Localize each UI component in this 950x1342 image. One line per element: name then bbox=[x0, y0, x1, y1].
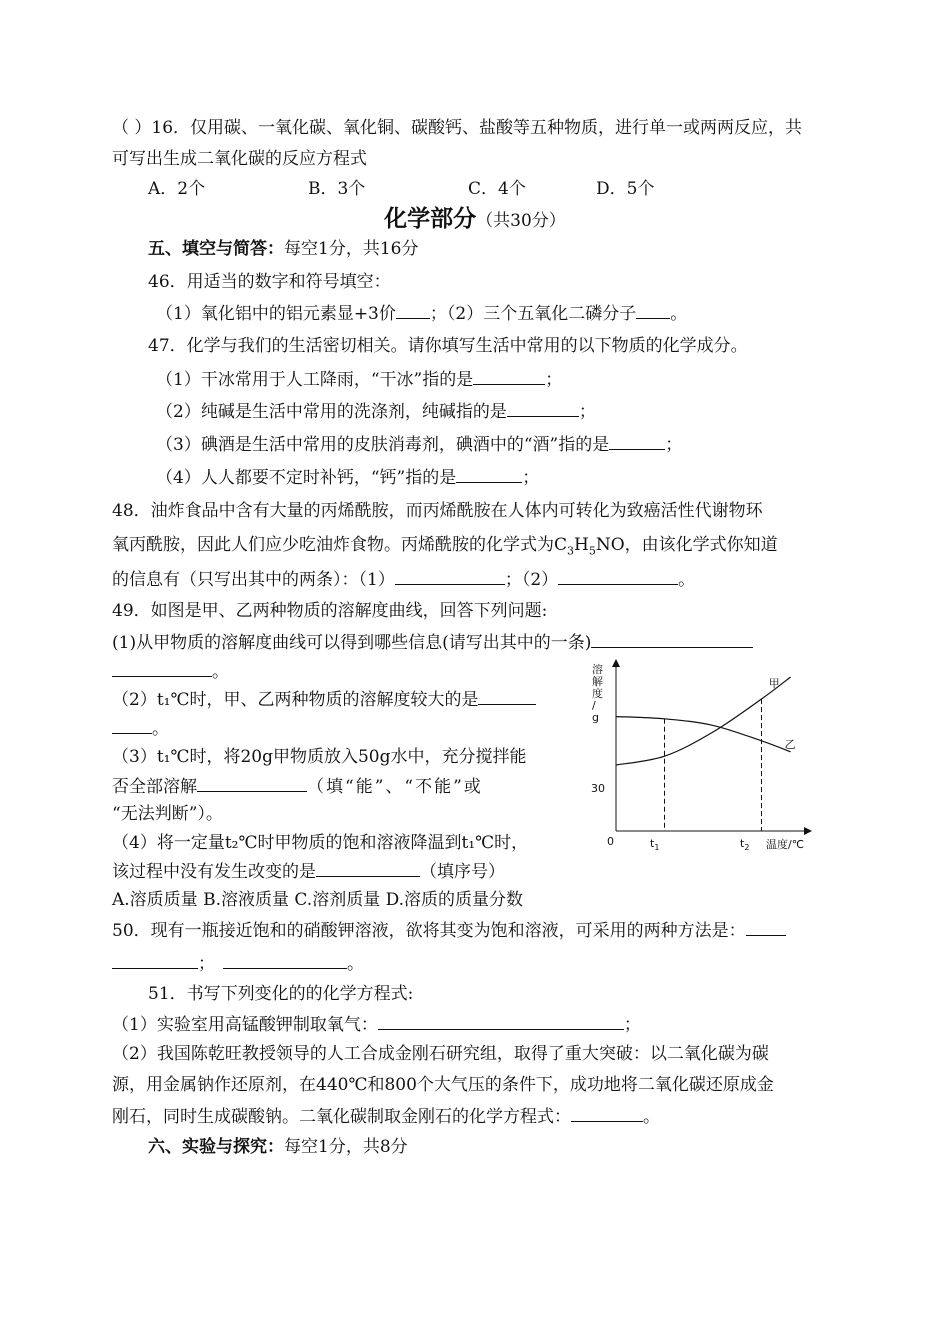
q16-options bbox=[148, 178, 654, 200]
q47-part1 bbox=[156, 368, 562, 391]
q48-formula-sub3: 3 bbox=[567, 544, 575, 558]
q16-option-d: D．5个 bbox=[596, 179, 655, 199]
q48-line3-text: 的信息有（只写出其中的两条）：（1） bbox=[112, 570, 395, 590]
q49-blank2b[interactable] bbox=[112, 717, 152, 734]
q48-blank1[interactable] bbox=[395, 568, 505, 585]
section5-header bbox=[148, 238, 418, 260]
q48-line1: 48．油炸食品中含有大量的丙烯酰胺，而丙烯酰胺在人体内可转化为致癌活性代谢物环 bbox=[112, 501, 763, 521]
q49-part1 bbox=[112, 631, 753, 654]
q47-part4-text: （4）人人都要不定时补钙，“钙”指的是 bbox=[156, 468, 457, 488]
q47-part4 bbox=[156, 466, 539, 489]
q51-part1-text: （1）实验室用高锰酸钾制取氧气： bbox=[112, 1015, 378, 1035]
q46-stem: 46．用适当的数字和符号填空： bbox=[148, 272, 391, 292]
q16-option-c: C．4个 bbox=[468, 179, 526, 199]
q46-part2: ；（2）三个五氧化二磷分子 bbox=[429, 304, 637, 324]
chart-ylabel-char: 度 bbox=[592, 687, 603, 700]
q47-part2 bbox=[156, 400, 596, 423]
q49-blank3[interactable] bbox=[197, 775, 307, 792]
q49-part1-cont bbox=[112, 660, 229, 683]
q46-period: 。 bbox=[670, 304, 688, 324]
chart-ylabel-char: g bbox=[592, 711, 599, 724]
section5-desc: 每空1分，共16分 bbox=[284, 239, 419, 259]
q51-part2-text: 刚石，同时生成碳酸钠。二氧化碳制取金刚石的化学方程式： bbox=[112, 1107, 571, 1127]
q49-stem: 49．如图是甲、乙两种物质的溶解度曲线，回答下列问题: bbox=[112, 601, 548, 621]
section6-header bbox=[148, 1136, 408, 1158]
q49-period1: 。 bbox=[212, 662, 229, 682]
section6-label: 六、实验与探究： bbox=[148, 1137, 284, 1157]
chart-series-label-jia: 甲 bbox=[768, 677, 780, 690]
q51-part2-line1: （2）我国陈乾旺教授领导的人工合成金刚石研究组，取得了重大突破：以二氧化碳为碳 bbox=[112, 1044, 769, 1064]
q48-line3-end: 。 bbox=[678, 570, 696, 590]
chart-ylabel-char: 解 bbox=[592, 675, 603, 688]
q49-part2-text: （2）t₁℃时，甲、乙两种物质的溶解度较大的是 bbox=[112, 690, 479, 710]
q48-line3 bbox=[112, 568, 695, 591]
chart-ylabel-char: / bbox=[592, 699, 596, 712]
chart-series-label-yi: 乙 bbox=[784, 737, 796, 751]
chart-x-arrow bbox=[804, 827, 812, 835]
q48-blank2[interactable] bbox=[558, 568, 678, 585]
q49-blank1b[interactable] bbox=[112, 660, 212, 677]
q47-semi2: ； bbox=[578, 402, 596, 422]
q50-blank1b[interactable] bbox=[112, 952, 198, 969]
chart-x-tick-t1: $t_1$ bbox=[650, 837, 660, 852]
q49-part4a: （4）将一定量t₂℃时甲物质的饱和溶液降温到t₁℃时， bbox=[112, 833, 529, 853]
q48-formula-sub5: 5 bbox=[588, 544, 596, 558]
q47-stem: 47．化学与我们的生活密切相关。请你填写生活中常用的以下物质的化学成分。 bbox=[148, 336, 748, 356]
q51-part2-line3 bbox=[112, 1105, 660, 1128]
q51-stem: 51．书写下列变化的的化学方程式: bbox=[148, 984, 414, 1004]
chart-y-tick-30: 30 bbox=[591, 782, 605, 795]
q47-blank4[interactable] bbox=[456, 466, 522, 483]
q48-line2-text: 氧丙酰胺，因此人们应少吃油炸食物。丙烯酰胺的化学式为C bbox=[112, 535, 568, 555]
q46-blank2[interactable] bbox=[636, 302, 670, 319]
chart-origin: 0 bbox=[607, 835, 614, 848]
q50-line1-text: 50．现有一瓶接近饱和的硝酸钾溶液，欲将其变为饱和溶液，可采用的两种方法是： bbox=[112, 921, 746, 941]
q47-blank3[interactable] bbox=[609, 433, 665, 450]
q48-line3-mid: ；（2） bbox=[504, 570, 559, 590]
q49-part1-text: (1)从甲物质的溶解度曲线可以得到哪些信息(请写出其中的一条) bbox=[112, 633, 592, 653]
q49-part4c-text: （填序号） bbox=[420, 862, 505, 882]
q51-blank2[interactable] bbox=[571, 1105, 643, 1122]
q49-period2: 。 bbox=[152, 719, 169, 739]
q51-part1-end: ； bbox=[623, 1015, 641, 1035]
chem-title-sub: （共30分） bbox=[476, 211, 566, 231]
q48-line2 bbox=[112, 534, 778, 562]
q51-blank1[interactable] bbox=[378, 1013, 624, 1030]
q48-line2-end: ，由该化学式你知道 bbox=[624, 535, 778, 555]
q49-part2 bbox=[112, 688, 536, 711]
q46-blank1[interactable] bbox=[396, 302, 430, 319]
chart-series-layer bbox=[616, 677, 796, 831]
q47-part2-text: （2）纯碱是生活中常用的洗涤剂，纯碱指的是 bbox=[156, 402, 507, 422]
q48-formula-h: H bbox=[574, 535, 589, 555]
q47-blank2[interactable] bbox=[507, 400, 579, 417]
q49-part3b bbox=[112, 775, 483, 798]
q49-blank2a[interactable] bbox=[478, 688, 536, 705]
q49-blank1a[interactable] bbox=[591, 631, 753, 648]
q49-part3b-text: 否全部溶解 bbox=[112, 777, 197, 797]
chart-series-yi-line bbox=[616, 717, 791, 752]
q49-options: A.溶质质量 B.溶液质量 C.溶剂质量 D.溶质的质量分数 bbox=[112, 890, 524, 910]
q47-part3 bbox=[156, 433, 682, 456]
q49-part3a: （3）t₁℃时，将20g甲物质放入50g水中，充分搅拌能 bbox=[112, 747, 527, 767]
chem-section-title bbox=[0, 200, 950, 233]
q46-parts bbox=[156, 302, 687, 325]
q51-part1 bbox=[112, 1013, 641, 1036]
q49-part4b bbox=[112, 860, 505, 883]
chart-x-tick-t2: $t_2$ bbox=[740, 837, 750, 852]
q16-line1: （ ）16．仅用碳、一氧化碳、氧化铜、碳酸钙、盐酸等五种物质，进行单一或两两反应，共 bbox=[112, 118, 803, 138]
solubility-chart bbox=[588, 655, 820, 855]
q47-semi1: ； bbox=[545, 370, 563, 390]
q47-semi4: ； bbox=[522, 468, 540, 488]
q16-option-b: B．3个 bbox=[308, 179, 366, 199]
q46-part1: （1）氧化铝中的铝元素显+3价 bbox=[156, 304, 396, 324]
q47-part3-text: （3）碘酒是生活中常用的皮肤消毒剂，碘酒中的“酒”指的是 bbox=[156, 435, 610, 455]
q47-semi3: ； bbox=[665, 435, 683, 455]
q50-blank1a[interactable] bbox=[746, 919, 786, 936]
q47-part1-text: （1）干冰常用于人工降雨，“干冰”指的是 bbox=[156, 370, 474, 390]
q49-part3d: “无法判断”）。 bbox=[112, 804, 223, 824]
chem-title-main: 化学部分 bbox=[384, 206, 477, 232]
chart-ylabel-char: 溶 bbox=[592, 663, 603, 676]
section5-label: 五、填空与简答： bbox=[148, 239, 284, 259]
q51-part2-line2: 源，用金属钠作还原剂，在440℃和800个大气压的条件下，成功地将二氧化碳还原成金 bbox=[112, 1075, 774, 1095]
section6-desc: 每空1分，共8分 bbox=[284, 1137, 408, 1157]
q49-blank4[interactable] bbox=[316, 860, 420, 877]
q47-blank1[interactable] bbox=[473, 368, 545, 385]
q49-part2-cont bbox=[112, 717, 169, 740]
q51-part2-end: 。 bbox=[643, 1107, 660, 1127]
q16-line2: 可写出生成二氧化碳的反应方程式 bbox=[112, 149, 367, 169]
q16-option-a: A．2个 bbox=[148, 179, 206, 199]
chart-ylabel bbox=[592, 662, 603, 724]
q50-blank2[interactable] bbox=[223, 952, 347, 969]
q50-line2 bbox=[112, 952, 364, 975]
q48-formula-no: NO bbox=[595, 535, 625, 555]
q50-period: 。 bbox=[347, 954, 364, 974]
q49-part3c-text: （填“能”、“不能”或 bbox=[307, 777, 483, 797]
chart-y-arrow bbox=[612, 659, 620, 667]
q49-part4b-text: 该过程中没有发生改变的是 bbox=[112, 862, 316, 882]
chart-xlabel: 温度/℃ bbox=[766, 838, 805, 851]
q50-line1 bbox=[112, 919, 786, 942]
q50-semi: ； bbox=[198, 954, 215, 974]
chart-series-jia-line bbox=[616, 677, 791, 765]
